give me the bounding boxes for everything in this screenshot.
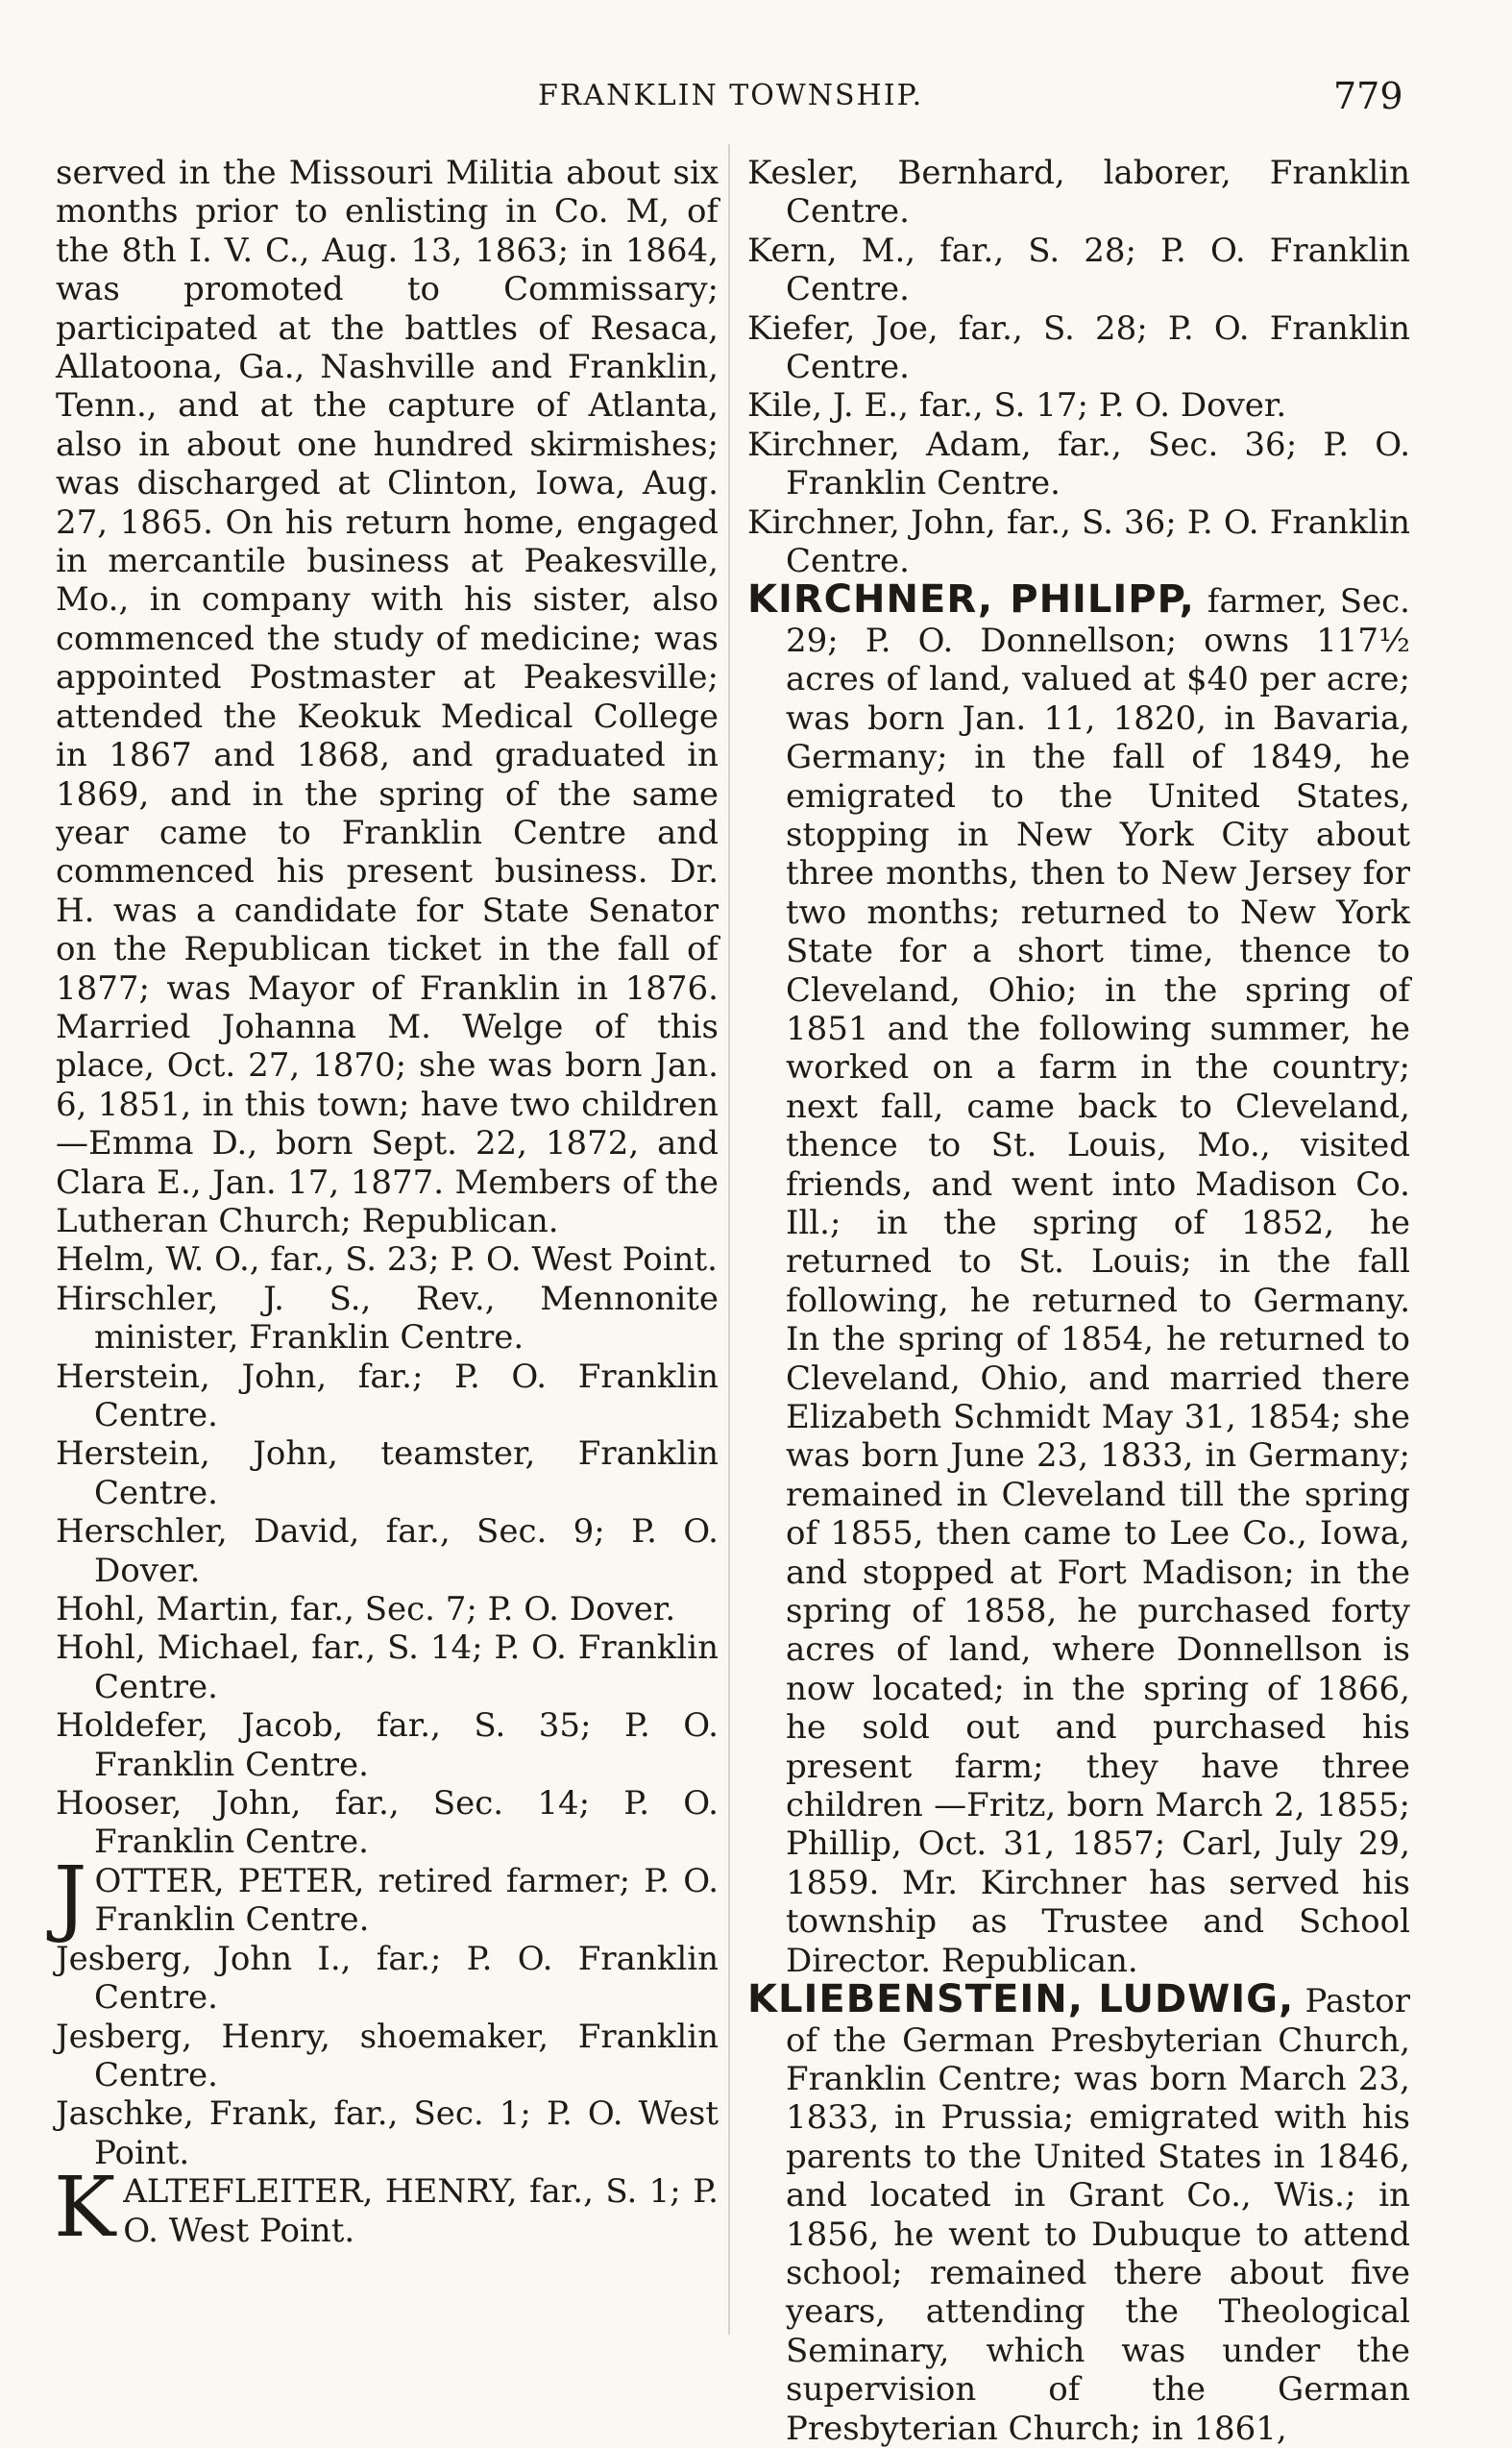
directory-entry: Hohl, Martin, far., Sec. 7; P. O. Dover. xyxy=(56,1590,676,1629)
left-column xyxy=(54,154,719,2257)
column-divider xyxy=(728,144,730,2335)
biography-text: farmer, Sec. 29; P. O. Donnellson; owns 117½ acres of land, valued at $40 per acre; was born Jan. 11, 1820, in Bavaria, Germany; in the fall of 1849, he emigrated to the United States, stopping in New York City about three months, then to New Jersey for two months; returned to New York State for a short time, thence to Cleveland, Ohio; in the spring of 1851 and the following summer, he worked on a farm in the country; next fall, came back to Cleveland, thence to St. Louis, Mo., visited friends, and went into Madison Co. Ill.; in the spring of 1852, he returned to St. Louis; in the fall following, he returned to Germany. In the spring of 1854, he returned to Cleveland, Ohio, and married there Elizabeth Schmidt May 31, 1854; she was born June 23, 1833, in Germany; remained in Cleveland till the spring of 1855, then came to Lee Co., Iowa, and stopped at Fort Madison; in the spring of 1858, he purchased forty acres of land, where Donnellson is now located; in the spring of 1866, he sold out and purchased his present farm; they have three children —Fritz, born March 2, 1855; Phillip, Oct. 31, 1857; Carl, July 29, 1859. Mr. Kirchner has served his township as Trustee and School Director. Republican. xyxy=(786,582,1410,1980)
directory-entry: Herschler, David, far., Sec. 9; P. O. Dover. xyxy=(56,1512,719,1590)
directory-entry: Kern, M., far., S. 28; P. O. Franklin Centre. xyxy=(747,231,1410,309)
drop-cap-k: K xyxy=(54,2160,116,2257)
directory-entry: Jesberg, John I., far.; P. O. Franklin Centre. xyxy=(56,1939,719,2018)
biography-name: KLIEBENSTEIN, LUDWIG, xyxy=(747,1977,1295,2022)
directory-entry: Hohl, Michael, far., S. 14; P. O. Franklin Centre. xyxy=(56,1628,719,1706)
directory-entry: Holdefer, Jacob, far., S. 35; P. O. Franklin Centre. xyxy=(56,1706,719,1784)
biography-name: KIRCHNER, PHILIPP, xyxy=(747,577,1195,623)
entry-text: ALTEFLEITER, HENRY, far., S. 1; P. O. West Point. xyxy=(123,2172,719,2250)
right-column xyxy=(747,154,1410,2448)
biography-entry-kirchner xyxy=(747,577,1410,1980)
directory-entry: Herstein, John, teamster, Franklin Centre. xyxy=(56,1434,719,1512)
directory-entry: Kirchner, Adam, far., Sec. 36; P. O. Franklin Centre. xyxy=(747,425,1410,503)
directory-entry: Hirschler, J. S., Rev., Mennonite minister, Franklin Centre. xyxy=(56,1279,719,1358)
directory-entry: Helm, W. O., far., S. 23; P. O. West Point. xyxy=(56,1240,718,1280)
page-header xyxy=(0,75,1512,127)
section-j-entry xyxy=(54,1848,719,1946)
biography-continuation: served in the Missouri Militia about six months prior to enlisting in Co. M, of the 8th I. V. C., Aug. 13, 1863; in 1864, was promoted to Commissary; participated at the battles of Resaca, Allatoona, Ga., Nashville and Franklin, Tenn., and at the capture of Atlanta, also in about one hundred skirmishes; was discharged at Clinton, Iowa, Aug. 27, 1865. On his return home, engaged in mercantile business at Peakesville, Mo., in company with his sister, also commenced the study of medicine; was appointed Postmaster at Peakesville; attended the Keokuk Medical College in 1867 and 1868, and graduated in 1869, and in the spring of the same year came to Franklin Centre and commenced his present business. Dr. H. was a candidate for State Senator on the Republican ticket in the fall of 1877; was Mayor of Franklin in 1876. Married Johanna M. Welge of this place, Oct. 27, 1870; she was born Jan. 6, 1851, in this town; have two children—Emma D., born Sept. 22, 1872, and Clara E., Jan. 17, 1877. Members of the Lutheran Church; Republican. xyxy=(56,154,719,1240)
directory-entry: Kesler, Bernhard, laborer, Franklin Centre. xyxy=(747,154,1410,232)
section-k-entry xyxy=(54,2160,719,2257)
directory-entry: Kiefer, Joe, far., S. 28; P. O. Franklin Centre. xyxy=(747,308,1410,387)
drop-cap-j: J xyxy=(54,1848,87,1946)
biography-text: Pastor of the German Presbyterian Church, Franklin Centre; was born March 23, 1833, in Prussia; emigrated with his parents to the United States in 1846, and located in Grant Co., Wis.; in 1856, he went to Dubuque to attend school; remained there about five years, attending the Theological Seminary, which was under the supervision of the German Presbyterian Church; in 1861, xyxy=(786,1982,1411,2448)
directory-entry: Jesberg, Henry, shoemaker, Franklin Centre. xyxy=(56,2017,719,2094)
directory-entry: Jaschke, Frank, far., Sec. 1; P. O. West Point. xyxy=(56,2094,719,2172)
directory-entry: Hooser, John, far., Sec. 14; P. O. Franklin Centre. xyxy=(56,1784,719,1862)
directory-entry: Kile, J. E., far., S. 17; P. O. Dover. xyxy=(747,386,1287,426)
page-number: 779 xyxy=(1333,75,1403,117)
running-head: FRANKLIN TOWNSHIP. xyxy=(538,79,924,112)
directory-entry: Kirchner, John, far., S. 36; P. O. Franklin Centre. xyxy=(747,502,1410,581)
entry-text: OTTER, PETER, retired farmer; P. O. Franklin Centre. xyxy=(94,1861,719,1940)
directory-entry: Herstein, John, far.; P. O. Franklin Centre. xyxy=(56,1357,719,1434)
biography-entry-kliebenstein xyxy=(747,1977,1411,2448)
